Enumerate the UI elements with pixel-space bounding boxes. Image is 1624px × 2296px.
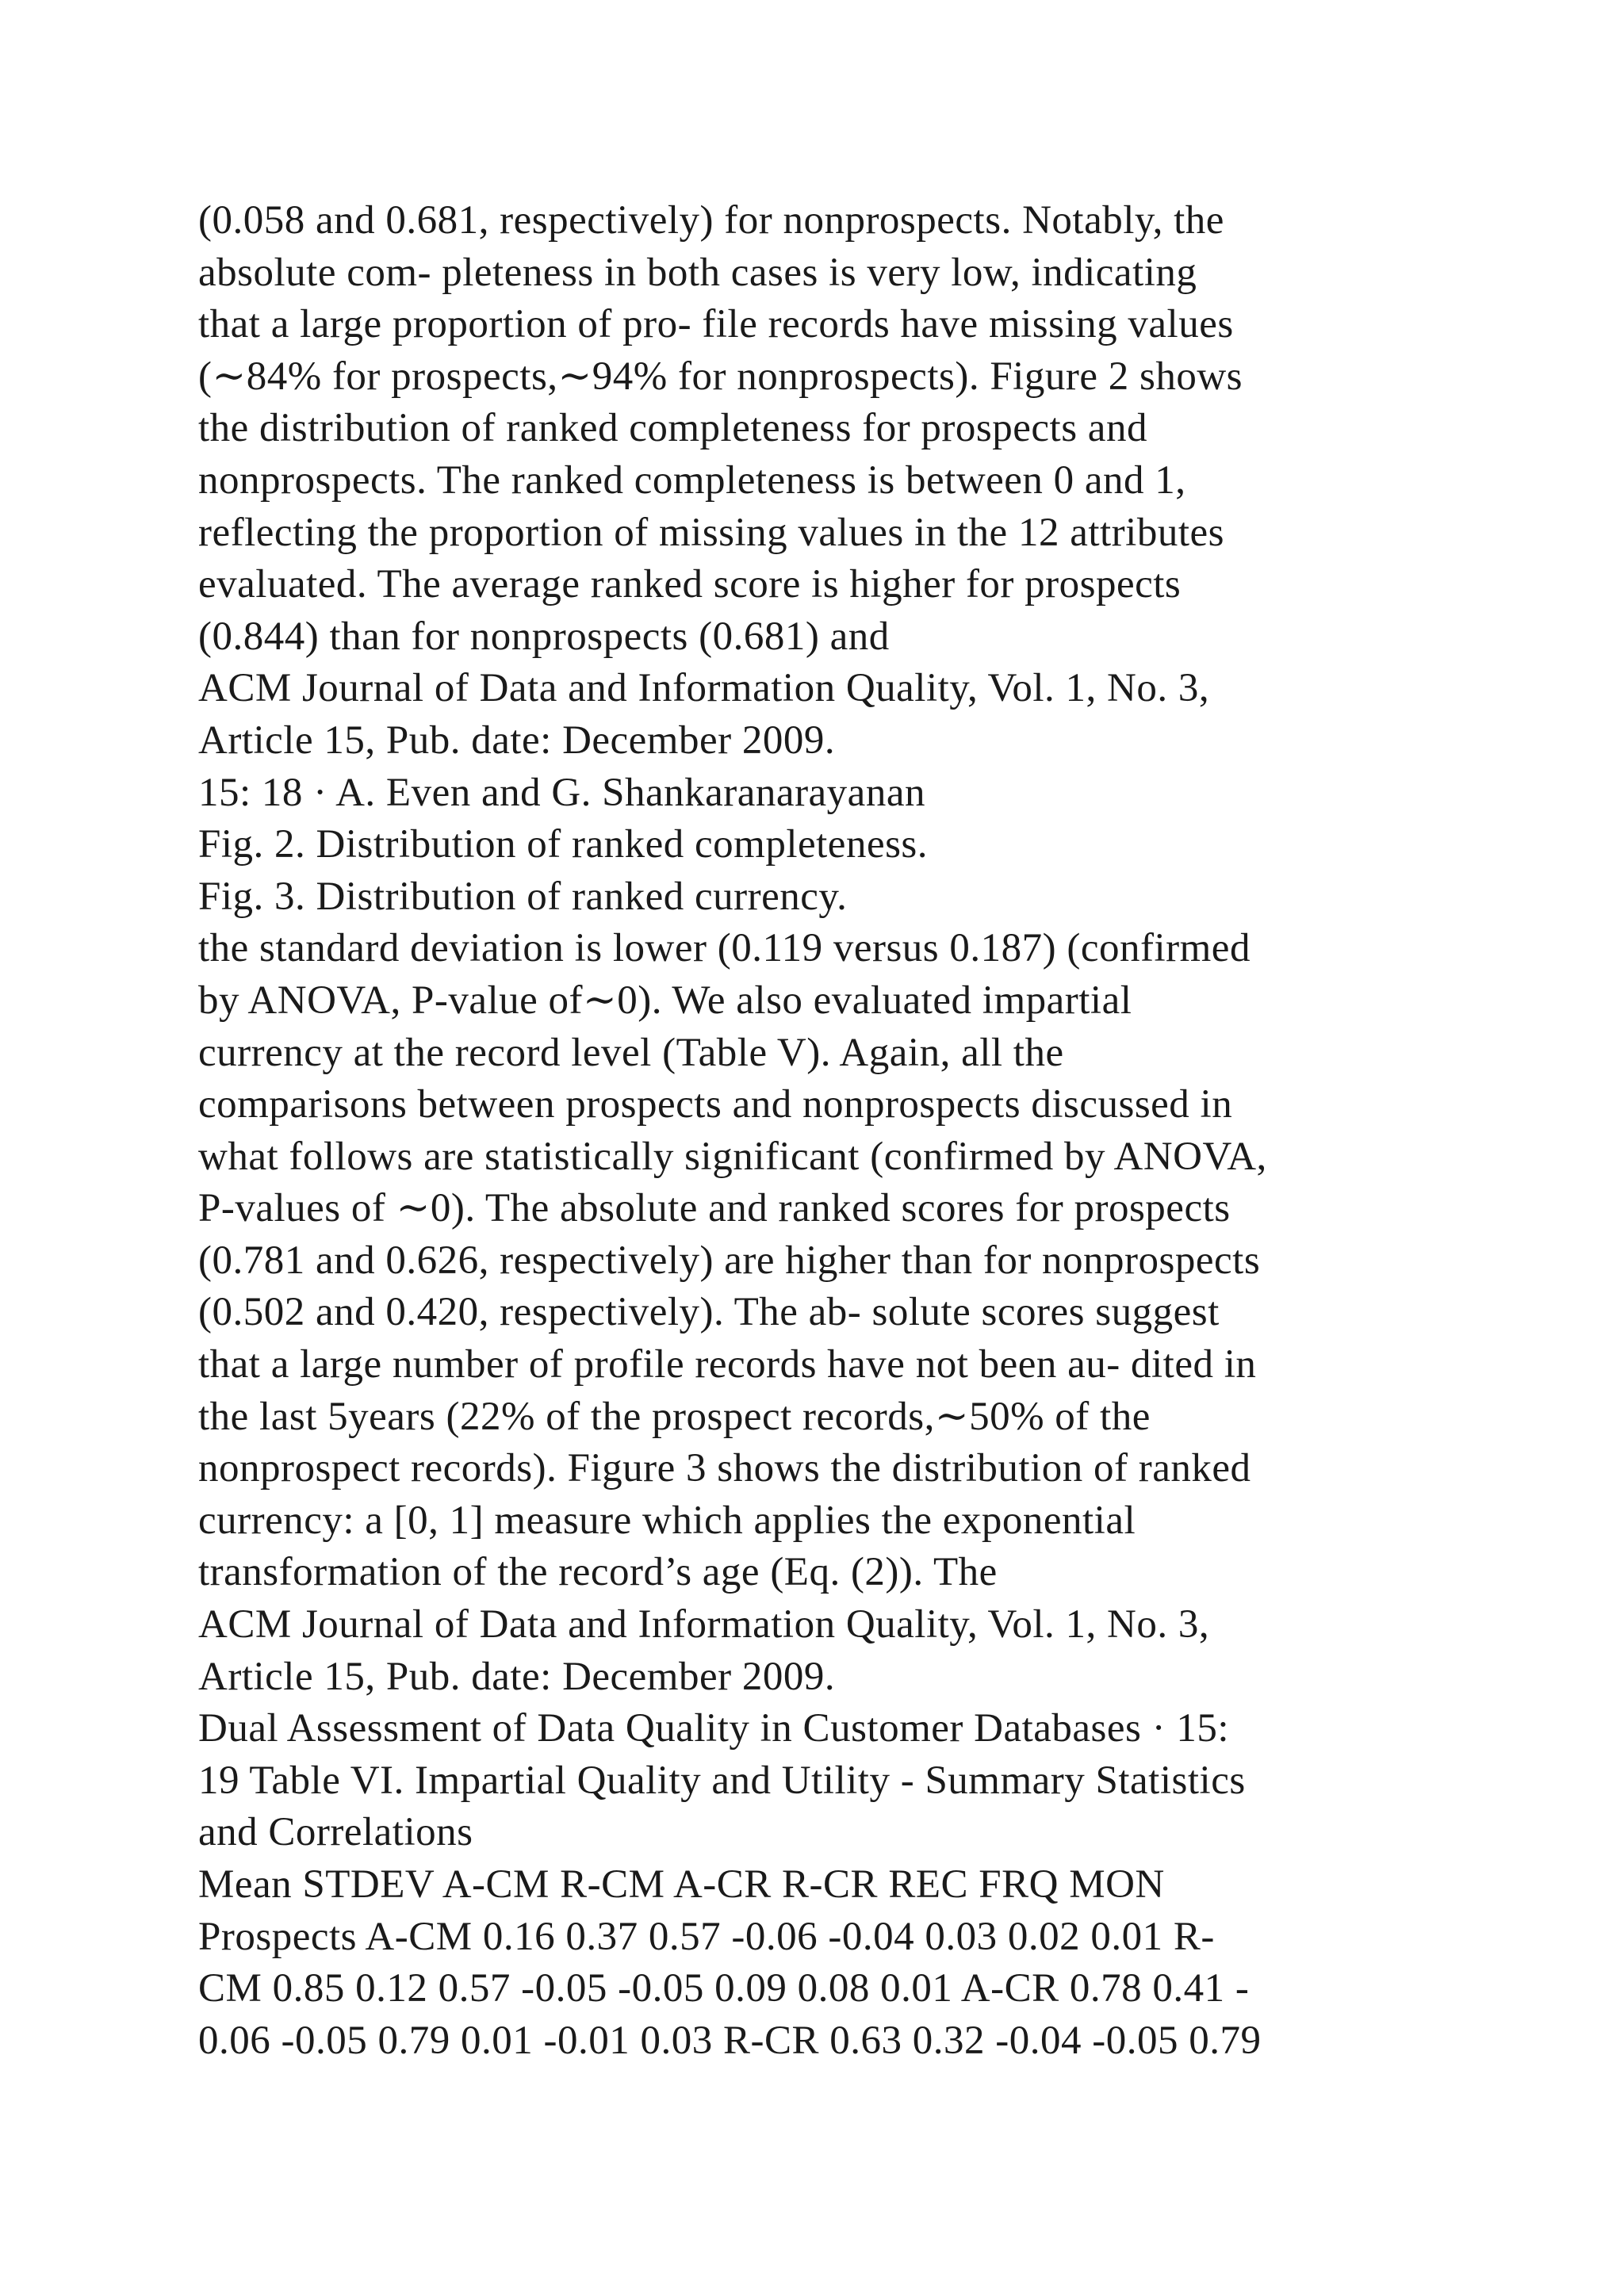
text-line: comparisons between prospects and nonprospects discussed in: [198, 1082, 1233, 1127]
text-line: the last 5years (22% of the prospect records,∼50% of the: [198, 1394, 1151, 1439]
text-line: the standard deviation is lower (0.119 versus 0.187) (confirmed: [198, 926, 1251, 971]
text-line: that a large proportion of pro- file records have missing values: [198, 302, 1234, 347]
table-caption: 19 Table VI. Impartial Quality and Utility - Summary Statistics: [198, 1758, 1246, 1803]
text-line: (0.781 and 0.626, respectively) are higher than for nonprospects: [198, 1238, 1261, 1283]
text-line: (0.844) than for nonprospects (0.681) and: [198, 614, 890, 659]
text-line: the distribution of ranked completeness for prospects and: [198, 406, 1147, 451]
text-line: currency at the record level (Table V). Again, all the: [198, 1030, 1064, 1075]
table-caption: and Correlations: [198, 1810, 473, 1855]
table-header-line: Mean STDEV A-CM R-CM A-CR R-CR REC FRQ MON: [198, 1862, 1165, 1907]
journal-footer-line: ACM Journal of Data and Information Quality, Vol. 1, No. 3,: [198, 1602, 1210, 1647]
text-line: evaluated. The average ranked score is higher for prospects: [198, 562, 1182, 607]
text-line: absolute com- pleteness in both cases is very low, indicating: [198, 250, 1197, 295]
figure-caption: Fig. 2. Distribution of ranked completeness.: [198, 822, 929, 867]
text-line: by ANOVA, P-value of∼0). We also evaluated impartial: [198, 978, 1132, 1023]
page-header-line: Dual Assessment of Data Quality in Customer Databases · 15:: [198, 1706, 1230, 1751]
text-line: that a large number of profile records have not been au- dited in: [198, 1342, 1257, 1387]
journal-footer-line: ACM Journal of Data and Information Quality, Vol. 1, No. 3,: [198, 666, 1210, 711]
text-line: P-values of ∼0). The absolute and ranked scores for prospects: [198, 1186, 1231, 1231]
text-line: nonprospect records). Figure 3 shows the distribution of ranked: [198, 1446, 1251, 1491]
text-line: transformation of the record’s age (Eq. (2)). The: [198, 1550, 998, 1595]
text-line: reflecting the proportion of missing values in the 12 attributes: [198, 510, 1224, 555]
text-line: nonprospects. The ranked completeness is between 0 and 1,: [198, 457, 1186, 503]
journal-footer-line: Article 15, Pub. date: December 2009.: [198, 1654, 836, 1699]
text-line: (0.502 and 0.420, respectively). The ab- solute scores suggest: [198, 1290, 1220, 1335]
table-data-line: CM 0.85 0.12 0.57 -0.05 -0.05 0.09 0.08 0.01 A-CR 0.78 0.41 -: [198, 1966, 1250, 2011]
table-data-line: Prospects A-CM 0.16 0.37 0.57 -0.06 -0.04 0.03 0.02 0.01 R-: [198, 1914, 1215, 1959]
text-line: currency: a [0, 1] measure which applies the exponential: [198, 1498, 1136, 1543]
text-line: (∼84% for prospects,∼94% for nonprospects). Figure 2 shows: [198, 354, 1243, 399]
body-text: [198, 195, 1435, 2067]
text-line: what follows are statistically significant (confirmed by ANOVA,: [198, 1134, 1267, 1179]
figure-caption: Fig. 3. Distribution of ranked currency.: [198, 874, 848, 919]
journal-footer-line: Article 15, Pub. date: December 2009.: [198, 718, 836, 763]
text-line: (0.058 and 0.681, respectively) for nonprospects. Notably, the: [198, 198, 1224, 243]
page-header-line: 15: 18 · A. Even and G. Shankaranarayanan: [198, 770, 925, 815]
table-data-line: 0.06 -0.05 0.79 0.01 -0.01 0.03 R-CR 0.63 0.32 -0.04 -0.05 0.79: [198, 2018, 1262, 2063]
